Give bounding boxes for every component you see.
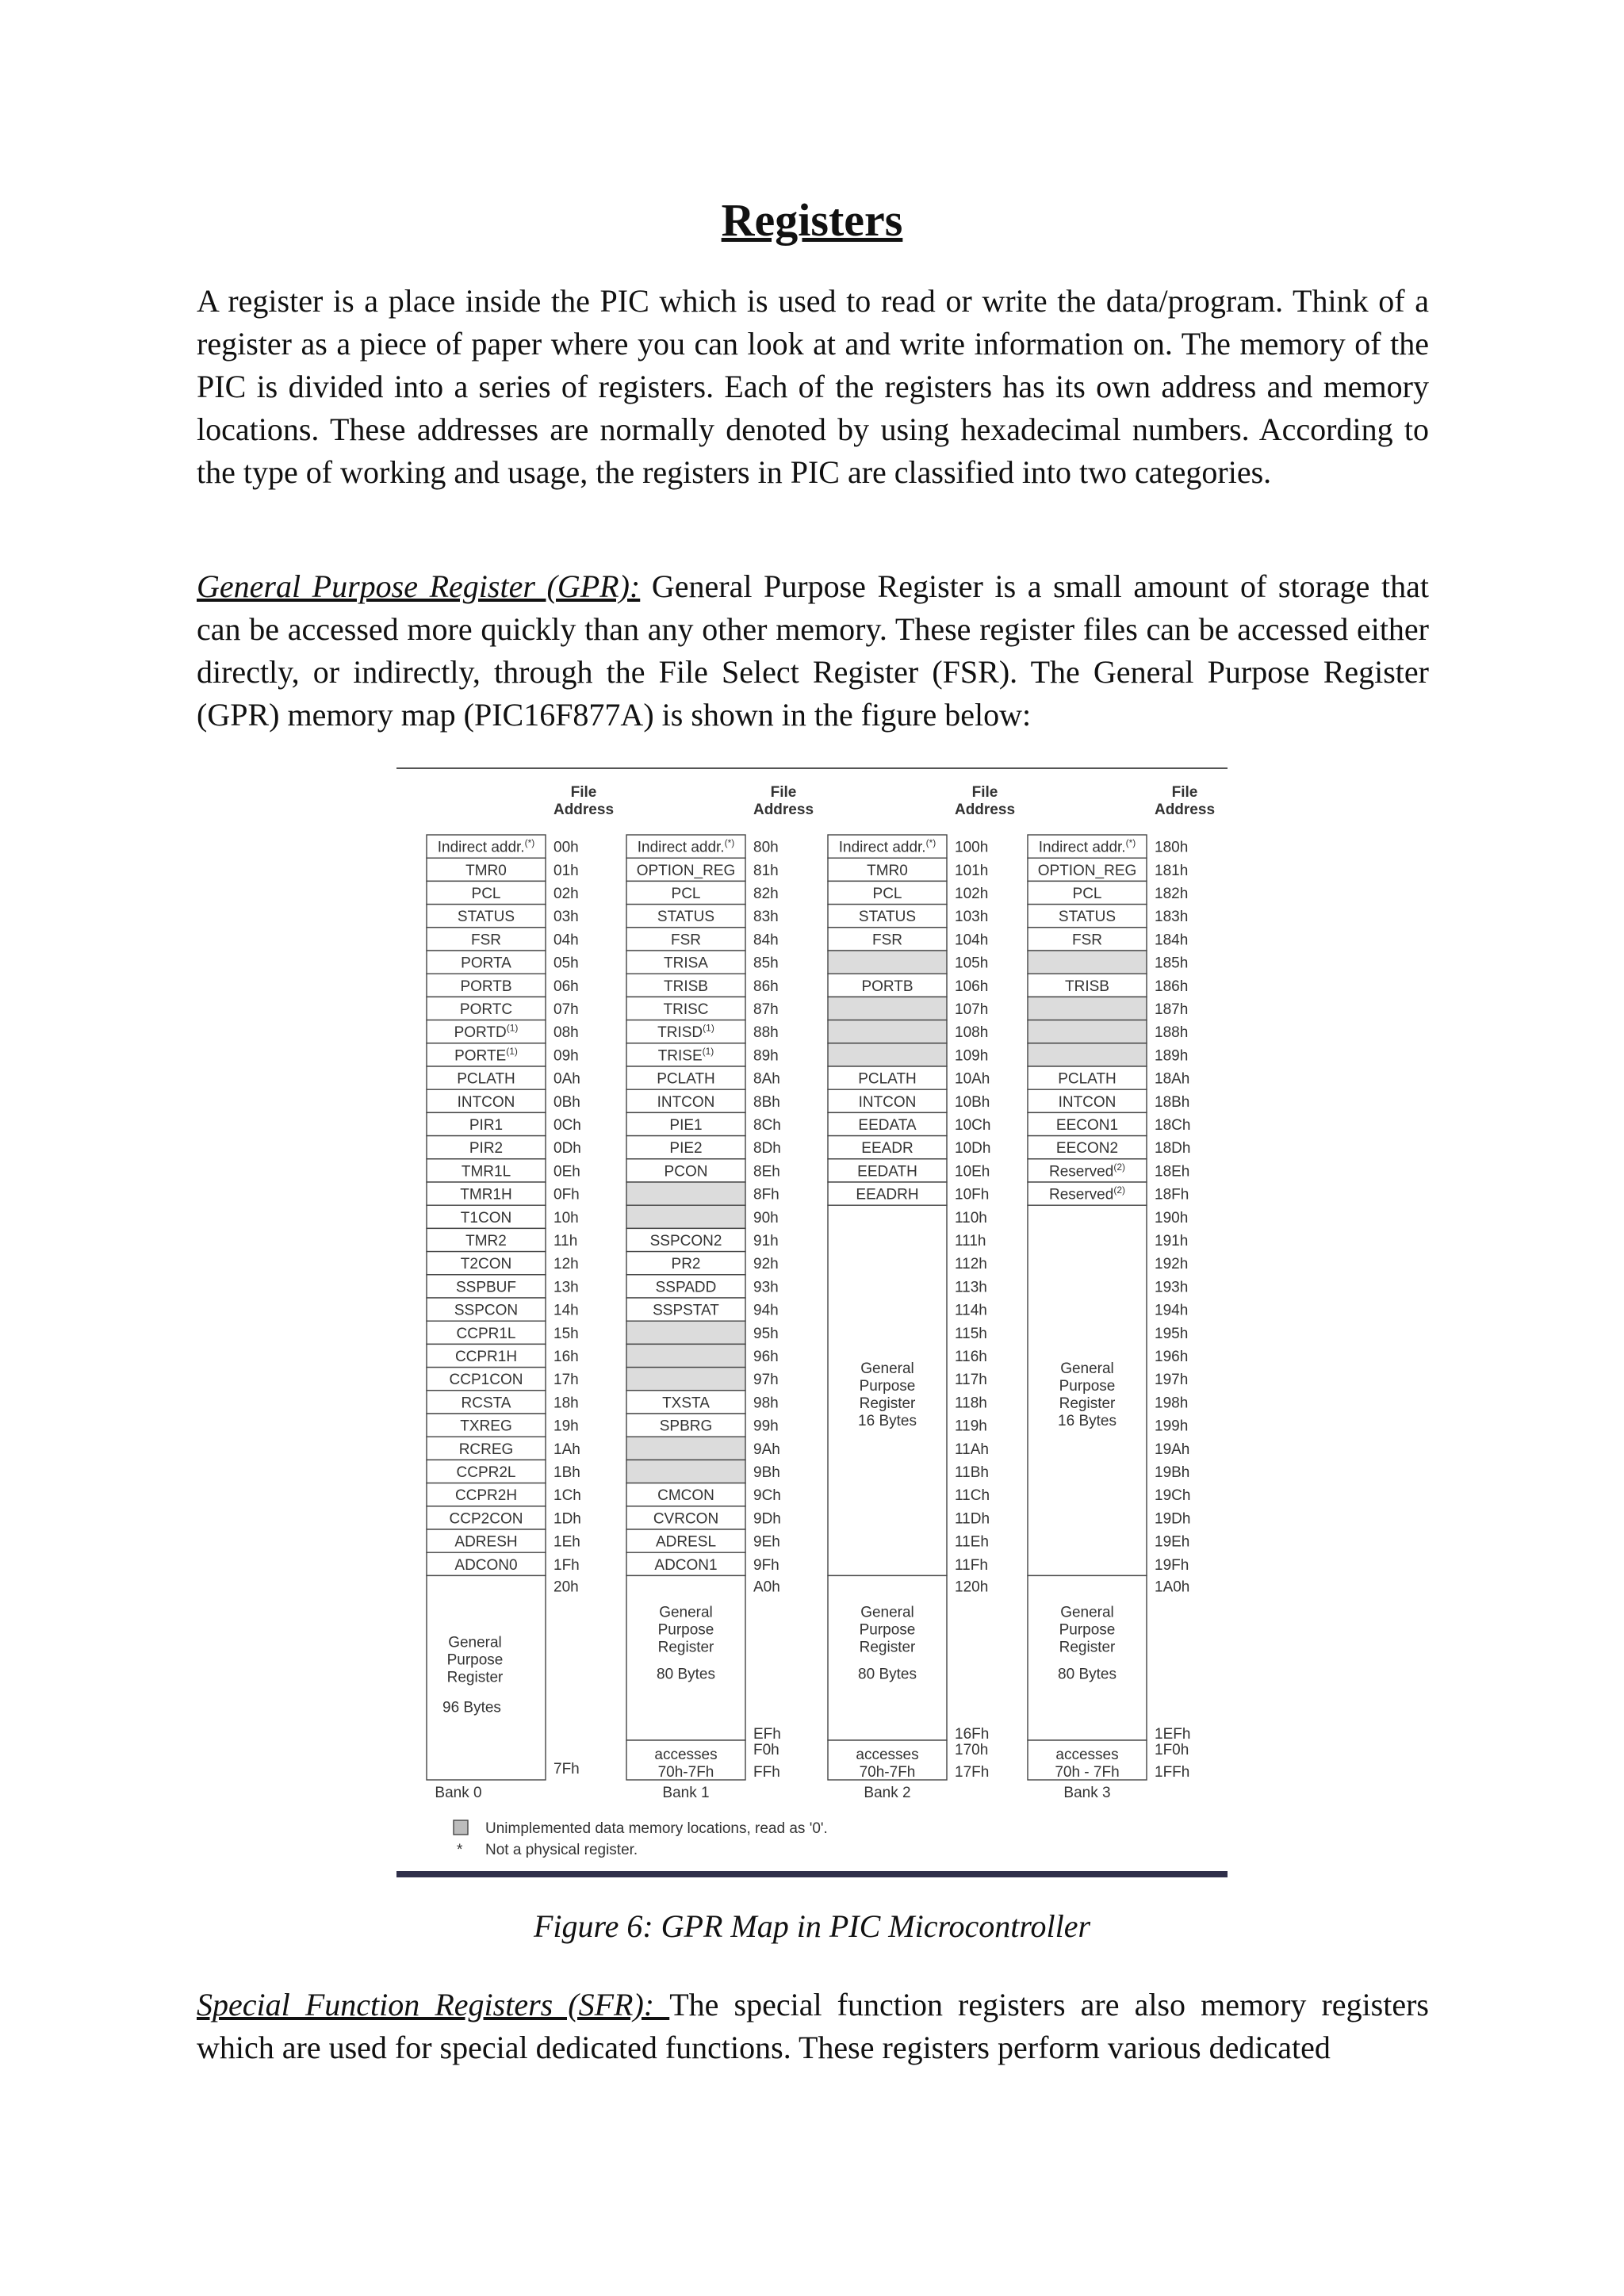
file-address: 190h (1155, 1209, 1189, 1226)
file-address: 93h (753, 1279, 779, 1296)
file-address: 15h (553, 1325, 579, 1342)
file-address: 89h (753, 1047, 779, 1065)
file-address: 19Bh (1155, 1464, 1190, 1481)
file-address: 11Eh (955, 1533, 989, 1551)
register-cell (626, 1437, 745, 1460)
file-address: 03h (553, 909, 579, 926)
register-adcon1: ADCON1 (654, 1556, 718, 1574)
register-tmr0: TMR0 (465, 862, 507, 879)
sfr-heading: Special Function Registers (SFR): (197, 1987, 670, 2022)
legend-not-physical: Not a physical register. (485, 1842, 638, 1858)
file-address: 119h (955, 1418, 987, 1435)
register-cell (828, 951, 947, 974)
file-address: 12h (553, 1256, 579, 1273)
gpr-block-label: General (860, 1604, 914, 1621)
gpr-block-label: Purpose (657, 1621, 714, 1639)
gpr-block-label: General (659, 1604, 713, 1621)
register-cell (626, 1321, 745, 1344)
file-address: 05h (553, 955, 579, 972)
file-address: 115h (955, 1325, 987, 1342)
register-cvrcon: CVRCON (653, 1510, 719, 1528)
file-address: 183h (1155, 909, 1189, 926)
file-address: 1EFh (1155, 1726, 1191, 1743)
file-address: 20h (553, 1578, 579, 1596)
file-address-label: File (1171, 784, 1198, 801)
file-address-label: File (770, 784, 797, 801)
register-eecon2: EECON2 (1055, 1140, 1119, 1158)
register-option-reg: OPTION_REG (1037, 862, 1137, 879)
file-address: 8Eh (753, 1163, 780, 1181)
register-pcl: PCL (471, 886, 501, 902)
file-address: 105h (955, 955, 989, 972)
register-fsr: FSR (671, 932, 701, 949)
file-address: 197h (1155, 1372, 1189, 1389)
register-cell (828, 1020, 947, 1043)
register-indirect-addr: Indirect addr.(*) (437, 837, 535, 856)
register-rcsta: RCSTA (461, 1395, 511, 1412)
register-ccp1con: CCP1CON (449, 1372, 523, 1389)
file-address: 04h (553, 932, 579, 949)
file-address: 1Bh (553, 1464, 580, 1481)
register-cell (626, 1344, 745, 1367)
file-address: 191h (1155, 1233, 1189, 1249)
register-trisd: TRISD$^{(1)}$ (657, 1022, 714, 1042)
register-pir1: PIR1 (469, 1117, 504, 1134)
access-block-label: accesses (654, 1747, 718, 1763)
file-address: 199h (1155, 1418, 1189, 1435)
file-address: 06h (553, 978, 579, 995)
gpr-block-size: 80 Bytes (657, 1666, 715, 1683)
file-address: 182h (1155, 886, 1189, 902)
register-porta: PORTA (461, 955, 511, 972)
file-address: 117h (955, 1372, 987, 1389)
register-pcl: PCL (872, 886, 902, 902)
register-sspadd: SSPADD (655, 1279, 717, 1296)
file-address: 111h (955, 1233, 986, 1249)
gpr-block (828, 1575, 947, 1740)
file-address: 87h (753, 1001, 779, 1018)
gpr-block (626, 1575, 745, 1740)
file-address: 198h (1155, 1395, 1189, 1412)
file-address: 194h (1155, 1302, 1189, 1319)
file-address: 187h (1155, 1001, 1189, 1018)
file-address: 180h (1155, 839, 1189, 856)
file-address: 186h (1155, 978, 1189, 995)
file-address: 1Ah (553, 1441, 580, 1458)
file-address: 19Dh (1155, 1510, 1191, 1528)
gpr-heading: General Purpose Register (GPR): (197, 568, 641, 604)
gpr-text: General Purpose Register is a small amount of storage that can be accessed more quickly than any other memory. These register files can be accessed either directly, or indirectly, through the File Select Register (FSR). The General Purpose Register (GPR) memory map (PIC16F877A) is shown in the figure below: (197, 568, 1429, 733)
register-tmr0: TMR0 (867, 862, 908, 879)
legend-swatch (454, 1820, 468, 1835)
register-trisb: TRISB (1065, 978, 1109, 995)
register-fsr: FSR (471, 932, 501, 949)
file-address: 185h (1155, 955, 1189, 972)
register-pclath: PCLATH (858, 1070, 917, 1088)
file-address: 01h (553, 862, 579, 879)
file-address: 0Ch (553, 1117, 581, 1134)
file-address: 1Eh (553, 1533, 580, 1551)
file-address: 09h (553, 1047, 579, 1065)
register-ccpr1l: CCPR1L (456, 1325, 516, 1342)
file-address: 193h (1155, 1279, 1189, 1296)
register-portc: PORTC (459, 1001, 513, 1018)
register-intcon: INTCON (858, 1093, 917, 1111)
file-address: 1Ch (553, 1487, 581, 1505)
register-tmr1h: TMR1H (460, 1186, 512, 1203)
register-porte: PORTE$^{(1)}$ (454, 1045, 518, 1065)
register-eeadrh: EEADRH (856, 1186, 919, 1203)
register-txreg: TXREG (460, 1418, 512, 1435)
file-address: 00h (553, 839, 579, 856)
file-address: 8Ch (753, 1117, 781, 1134)
bank-label: Bank 2 (864, 1785, 911, 1801)
file-address: 116h (955, 1349, 987, 1365)
file-address: 88h (753, 1024, 779, 1042)
register-status: STATUS (457, 909, 515, 926)
file-address-label: Address (553, 802, 615, 818)
register-ccp2con: CCP2CON (449, 1510, 523, 1528)
gpr-block-label: Purpose (859, 1377, 916, 1395)
register-cell (626, 1460, 745, 1483)
register-fsr: FSR (872, 932, 902, 949)
register-pclath: PCLATH (657, 1070, 715, 1088)
file-address: 19Eh (1155, 1533, 1190, 1551)
gpr-block-size: 80 Bytes (1058, 1666, 1116, 1683)
file-address: 101h (955, 862, 989, 879)
register-cell (626, 1182, 745, 1205)
register-cell (828, 1043, 947, 1066)
file-address: 19Fh (1155, 1556, 1189, 1574)
file-address: 83h (753, 909, 779, 926)
register-adresl: ADRESL (655, 1533, 717, 1551)
file-address: 112h (955, 1256, 987, 1273)
file-address: 91h (753, 1233, 779, 1249)
file-address: 196h (1155, 1349, 1189, 1365)
file-address: 11Ch (955, 1487, 990, 1505)
file-address: 192h (1155, 1256, 1189, 1273)
file-address: 114h (955, 1302, 987, 1319)
register-cell (1028, 951, 1147, 974)
file-address: 18Dh (1155, 1140, 1191, 1158)
file-address: 11Fh (955, 1556, 988, 1574)
file-address: 18Bh (1155, 1093, 1190, 1111)
file-address: 19h (553, 1418, 579, 1435)
file-address: 16Fh (955, 1726, 990, 1743)
gpr-block-label: Register (657, 1639, 714, 1656)
file-address: 1A0h (1155, 1578, 1190, 1596)
register-rcreg: RCREG (458, 1441, 514, 1458)
gpr-block-label: Purpose (1059, 1621, 1116, 1639)
file-address: 184h (1155, 932, 1189, 949)
gpr-paragraph (197, 565, 1429, 737)
register-intcon: INTCON (1058, 1093, 1116, 1111)
file-address: 0Ah (553, 1070, 580, 1088)
file-address: 18Ch (1155, 1117, 1191, 1134)
register-eedata: EEDATA (858, 1117, 917, 1134)
file-address: 107h (955, 1001, 989, 1018)
bank-label: Bank 1 (662, 1785, 710, 1801)
gpr-memory-map-figure (396, 763, 1228, 1881)
gpr-block-label: Purpose (446, 1651, 504, 1669)
register-spbrg: SPBRG (659, 1418, 713, 1435)
file-address: 188h (1155, 1024, 1189, 1042)
gpr-block-label: General (1060, 1604, 1114, 1621)
register-sspstat: SSPSTAT (653, 1302, 719, 1319)
gpr-block-label: Register (446, 1669, 504, 1686)
file-address: 9Fh (753, 1556, 779, 1574)
file-address: 8Ah (753, 1070, 780, 1088)
bank-label: Bank 3 (1063, 1785, 1111, 1801)
file-address: 0Eh (553, 1163, 580, 1181)
register-adcon0: ADCON0 (454, 1556, 518, 1574)
register-pcl: PCL (1072, 886, 1102, 902)
file-address: 10Dh (955, 1140, 991, 1158)
register-trisb: TRISB (664, 978, 708, 995)
file-address: 82h (753, 886, 779, 902)
file-address: 9Ch (753, 1487, 781, 1505)
file-address: 90h (753, 1209, 779, 1226)
file-address: 18Ah (1155, 1070, 1190, 1088)
file-address: 98h (753, 1395, 779, 1412)
register-pcon: PCON (664, 1163, 708, 1181)
file-address: 18Fh (1155, 1186, 1189, 1203)
gpr-block-label: Purpose (859, 1621, 916, 1639)
register-eedath: EEDATH (857, 1163, 917, 1181)
file-address: 17Fh (955, 1764, 990, 1781)
file-address: 103h (955, 909, 989, 926)
register-pcl: PCL (671, 886, 701, 902)
file-address: 11Dh (955, 1510, 990, 1528)
file-address: 108h (955, 1024, 989, 1042)
file-address: 9Dh (753, 1510, 781, 1528)
file-address: 106h (955, 978, 989, 995)
register-cell (626, 1368, 745, 1391)
file-address: 104h (955, 932, 989, 949)
register-indirect-addr: Indirect addr.(*) (637, 837, 735, 856)
register-intcon: INTCON (457, 1093, 515, 1111)
access-block-label: 70h - 7Fh (1055, 1764, 1120, 1781)
file-address: 7Fh (553, 1761, 580, 1777)
file-address: 10Ah (955, 1070, 990, 1088)
file-address: 99h (753, 1418, 779, 1435)
gpr-block-label: Register (859, 1639, 916, 1656)
file-address: 95h (753, 1325, 779, 1342)
access-block-label: 70h-7Fh (657, 1764, 714, 1781)
file-address: 189h (1155, 1047, 1189, 1065)
register-sspcon2: SSPCON2 (649, 1233, 722, 1249)
register-cell (1028, 1043, 1147, 1066)
register-t2con: T2CON (460, 1256, 512, 1273)
file-address: 0Fh (553, 1186, 580, 1203)
figure-bottom-rule (396, 1871, 1228, 1877)
file-address: 1Fh (553, 1556, 580, 1574)
file-address: 14h (553, 1302, 579, 1319)
file-address: 0Dh (553, 1140, 581, 1158)
gpr-block-size: 96 Bytes (442, 1699, 501, 1716)
intro-paragraph: A register is a place inside the PIC which is used to read or write the data/program. Think of a register as a piece of paper where you can look at and write information on. The memory of the PIC is divided into a series of registers. Each of the registers has its own address and memory locations. These addresses are normally denoted by using hexadecimal numbers. According to the type of working and usage, the registers in PIC are classified into two categories. (197, 283, 1429, 490)
file-address: EFh (753, 1726, 781, 1743)
register-fsr: FSR (1072, 932, 1102, 949)
file-address: 102h (955, 886, 989, 902)
gpr-block-label: General (448, 1634, 502, 1651)
file-address: 16h (553, 1349, 579, 1365)
file-address: 8Dh (753, 1140, 781, 1158)
register-portb: PORTB (460, 978, 512, 995)
register-portd: PORTD$^{(1)}$ (454, 1022, 519, 1042)
file-address: 96h (753, 1349, 779, 1365)
access-block-label: accesses (856, 1747, 919, 1763)
file-address: 8Fh (753, 1186, 779, 1203)
file-address: 9Bh (753, 1464, 780, 1481)
register-cell (828, 997, 947, 1020)
register-status: STATUS (1058, 909, 1116, 926)
file-address: 113h (955, 1279, 987, 1296)
figure-caption: Figure 6: GPR Map in PIC Microcontroller (533, 1908, 1091, 1944)
register-status: STATUS (657, 909, 715, 926)
file-address: 85h (753, 955, 779, 972)
page-title: Registers (721, 194, 903, 246)
register-trise: TRISE$^{(1)}$ (657, 1045, 714, 1065)
register-portb: PORTB (861, 978, 914, 995)
file-address: 19Ah (1155, 1441, 1190, 1458)
file-address: 92h (753, 1256, 779, 1273)
access-block-label: accesses (1055, 1747, 1119, 1763)
register-cell (1028, 997, 1147, 1020)
legend-asterisk: * (457, 1842, 463, 1858)
gpr-block-label: 16 Bytes (858, 1412, 917, 1429)
file-address: 11h (553, 1233, 578, 1249)
register-reserved: Reserved$^{(2)}$ (1049, 1161, 1125, 1181)
file-address: 9Eh (753, 1533, 780, 1551)
register-cmcon: CMCON (657, 1487, 714, 1505)
sfr-paragraph (197, 1984, 1429, 2069)
file-address-label: Address (954, 802, 1016, 818)
gpr-block-label: Purpose (1059, 1377, 1116, 1395)
file-address-label: Address (753, 802, 814, 818)
register-cell (626, 1205, 745, 1228)
file-address: 10Eh (955, 1163, 990, 1181)
file-address: 13h (553, 1279, 579, 1296)
gpr-block-label: Register (859, 1395, 916, 1412)
file-address: 11Bh (955, 1464, 989, 1481)
file-address: 1F0h (1155, 1742, 1189, 1758)
file-address: 181h (1155, 862, 1189, 879)
file-address: 100h (955, 839, 989, 856)
file-address: 81h (753, 862, 779, 879)
legend-unimplemented: Unimplemented data memory locations, read as '0'. (485, 1820, 828, 1837)
gpr-block (1028, 1575, 1147, 1740)
file-address: 07h (553, 1001, 579, 1018)
file-address: 1Dh (553, 1510, 581, 1528)
register-trisc: TRISC (663, 1001, 709, 1018)
file-address-label: File (570, 784, 597, 801)
file-address: 80h (753, 839, 779, 856)
register-t1con: T1CON (460, 1209, 512, 1226)
file-address: 9Ah (753, 1441, 780, 1458)
register-intcon: INTCON (657, 1093, 715, 1111)
file-address: 10Ch (955, 1117, 991, 1134)
register-sspcon: SSPCON (454, 1302, 519, 1319)
register-reserved: Reserved$^{(2)}$ (1049, 1184, 1125, 1203)
file-address: 109h (955, 1047, 989, 1065)
file-address: 17h (553, 1372, 579, 1389)
file-address: FFh (753, 1764, 780, 1781)
file-address: 10Fh (955, 1186, 990, 1203)
file-address-label: File (971, 784, 998, 801)
file-address: 84h (753, 932, 779, 949)
file-address: 08h (553, 1024, 579, 1042)
register-indirect-addr: Indirect addr.(*) (838, 837, 936, 856)
file-address: 10h (553, 1209, 579, 1226)
file-address-label: Address (1154, 802, 1216, 818)
file-address: 11Ah (955, 1441, 989, 1458)
register-trisa: TRISA (664, 955, 708, 972)
gpr-block-label: 16 Bytes (1058, 1412, 1116, 1429)
gpr-block-size: 80 Bytes (858, 1666, 917, 1683)
register-tmr1l: TMR1L (461, 1163, 511, 1181)
file-address: 02h (553, 886, 579, 902)
gpr-block-label: Register (1059, 1639, 1116, 1656)
gpr-block-label: Register (1059, 1395, 1116, 1412)
register-status: STATUS (858, 909, 917, 926)
file-address: 97h (753, 1372, 779, 1389)
register-pclath: PCLATH (1058, 1070, 1116, 1088)
file-address: 110h (955, 1209, 987, 1226)
register-txsta: TXSTA (662, 1395, 710, 1412)
register-sspbuf: SSPBUF (455, 1279, 517, 1296)
file-address: 18Eh (1155, 1163, 1190, 1181)
file-address: F0h (753, 1742, 779, 1758)
register-adresh: ADRESH (454, 1533, 518, 1551)
gpr-block-label: General (860, 1360, 914, 1377)
file-address: 8Bh (753, 1093, 780, 1111)
register-option-reg: OPTION_REG (636, 862, 736, 879)
file-address: A0h (753, 1578, 780, 1596)
register-pie1: PIE1 (669, 1117, 703, 1134)
file-address: 19Ch (1155, 1487, 1191, 1505)
register-ccpr2h: CCPR2H (454, 1487, 518, 1505)
access-block-label: 70h-7Fh (859, 1764, 916, 1781)
sfr-text: The special function registers are also memory registers which are used for special dedicated functions. These registers perform various dedicated (197, 1987, 1429, 2065)
file-address: 0Bh (553, 1093, 580, 1111)
file-address: 86h (753, 978, 779, 995)
register-pie2: PIE2 (669, 1140, 703, 1158)
register-eeadr: EEADR (861, 1140, 914, 1158)
register-ccpr2l: CCPR2L (456, 1464, 516, 1481)
register-pclath: PCLATH (457, 1070, 515, 1088)
file-address: 10Bh (955, 1093, 990, 1111)
register-ccpr1h: CCPR1H (454, 1349, 518, 1365)
file-address: 118h (955, 1395, 987, 1412)
gpr-block-label: General (1060, 1360, 1114, 1377)
register-cell (1028, 1020, 1147, 1043)
file-address: 18h (553, 1395, 579, 1412)
register-tmr2: TMR2 (465, 1233, 507, 1249)
register-eecon1: EECON1 (1055, 1117, 1119, 1134)
file-address: 120h (955, 1578, 989, 1596)
register-pr2: PR2 (671, 1256, 701, 1273)
file-address: 170h (955, 1742, 989, 1758)
file-address: 195h (1155, 1325, 1189, 1342)
file-address: 94h (753, 1302, 779, 1319)
bank-label: Bank 0 (435, 1785, 482, 1801)
register-indirect-addr: Indirect addr.(*) (1038, 837, 1136, 856)
file-address: 1FFh (1155, 1764, 1190, 1781)
register-pir2: PIR2 (469, 1140, 504, 1158)
